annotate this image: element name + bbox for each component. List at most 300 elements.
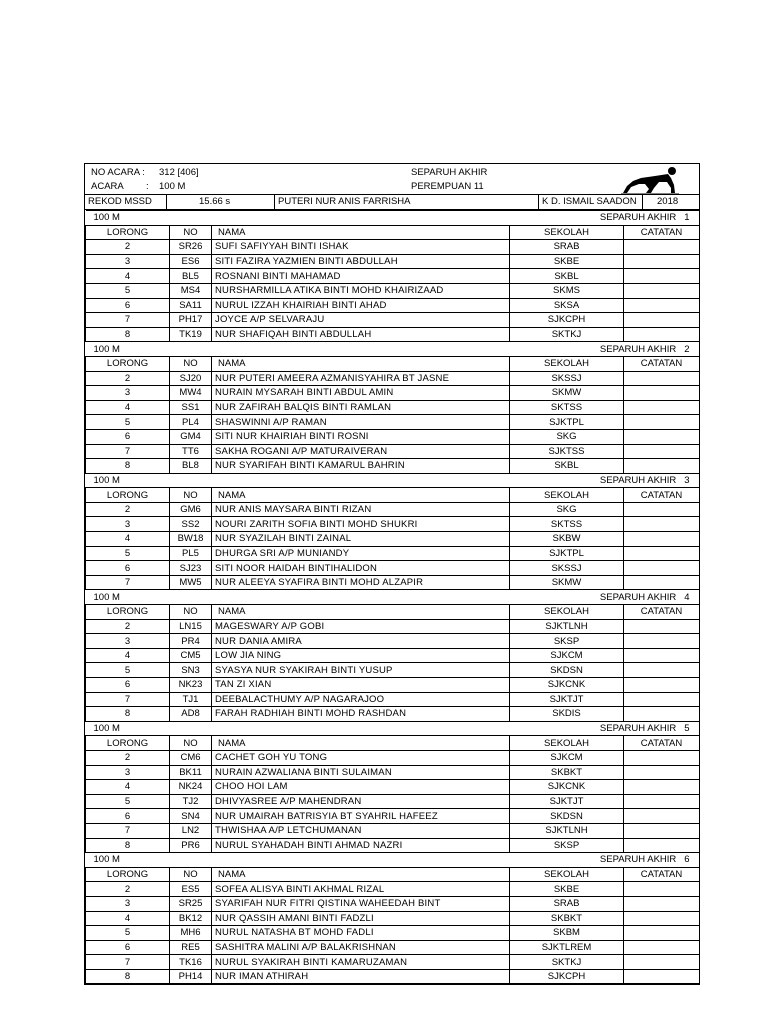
col-notes-header: CATATAN [624,225,700,240]
school-cell: SJKCNK [510,780,624,795]
table-row [86,648,700,663]
school-cell: SKTKJ [510,327,624,342]
school-cell: SKSA [510,298,624,313]
col-school-header: SEKOLAH [510,225,624,240]
heat-event: 100 M [86,342,510,357]
column-header-row [86,605,700,620]
heat-label [510,721,700,736]
notes-cell [624,634,700,649]
bib-number-cell: NK23 [170,678,212,693]
athlete-name-cell: SOFEA ALISYA BINTI AKHMAL RIZAL [212,882,510,897]
col-school-header: SEKOLAH [510,605,624,620]
lane-cell: 7 [86,692,170,707]
bib-number-cell: MW5 [170,575,212,590]
athlete-name-cell: NUR SYAZILAH BINTI ZAINAL [212,532,510,547]
athlete-name-cell: SASHITRA MALINI A/P BALAKRISHNAN [212,940,510,955]
table-row [86,400,700,415]
lane-cell: 3 [86,634,170,649]
lane-cell: 2 [86,882,170,897]
notes-cell [624,429,700,444]
table-row [86,955,700,970]
notes-cell [624,692,700,707]
athlete-name-cell: DHIVYASREE A/P MAHENDRAN [212,794,510,809]
notes-cell [624,955,700,970]
lane-cell: 4 [86,780,170,795]
bib-number-cell: MS4 [170,283,212,298]
athlete-name-cell: SITI NUR KHAIRIAH BINTI ROSNI [212,429,510,444]
bib-number-cell: PR4 [170,634,212,649]
bib-number-cell: PL5 [170,546,212,561]
bib-number-cell: AD8 [170,707,212,722]
lane-cell: 8 [86,838,170,853]
athlete-name-cell: JOYCE A/P SELVARAJU [212,313,510,328]
athlete-name-cell: THWISHAA A/P LETCHUMANAN [212,823,510,838]
school-cell: SJKCM [510,750,624,765]
table-row [86,780,700,795]
school-cell: SJKTPL [510,546,624,561]
heat-title-row [86,853,700,868]
notes-cell [624,517,700,532]
notes-cell [624,298,700,313]
lane-cell: 4 [86,911,170,926]
col-lane-header: LORONG [86,225,170,240]
school-cell: SKSSJ [510,371,624,386]
bib-number-cell: ES6 [170,254,212,269]
notes-cell [624,882,700,897]
table-row [86,575,700,590]
athlete-name-cell: NUR PUTERI AMEERA AZMANISYAHIRA BT JASNE [212,371,510,386]
school-cell: SKDIS [510,707,624,722]
record-label: REKOD MSSD [85,195,167,209]
lane-cell: 5 [86,415,170,430]
lane-cell: 2 [86,750,170,765]
school-cell: SKBW [510,532,624,547]
heat-number: 3 [684,474,690,486]
heat-label [510,473,700,488]
table-row [86,459,700,474]
event-number-value: 312 [406] [159,167,199,178]
school-cell: SKMW [510,575,624,590]
lane-cell: 7 [86,313,170,328]
school-cell: SKDSN [510,663,624,678]
notes-cell [624,532,700,547]
lane-cell: 7 [86,823,170,838]
lane-cell: 6 [86,561,170,576]
table-row [86,911,700,926]
heat-number: 6 [684,854,690,866]
bib-number-cell: CM5 [170,648,212,663]
bib-number-cell: MH6 [170,926,212,941]
lane-cell: 8 [86,327,170,342]
bib-number-cell: BK12 [170,911,212,926]
heat-event: 100 M [86,590,510,605]
heat-label-text: SEPARUH AKHIR [599,474,677,486]
table-row [86,517,700,532]
athlete-name-cell: NUR QASSIH AMANI BINTI FADZLI [212,911,510,926]
heat-title-row [86,342,700,357]
table-row [86,882,700,897]
notes-cell [624,969,700,984]
col-lane-header: LORONG [86,736,170,751]
table-row [86,692,700,707]
lane-cell: 5 [86,794,170,809]
table-row [86,809,700,824]
record-school: K D. ISMAIL SAADON [539,195,643,209]
notes-cell [624,561,700,576]
table-row [86,926,700,941]
col-no-header: NO [170,225,212,240]
notes-cell [624,459,700,474]
heat-label [510,590,700,605]
bib-number-cell: NK24 [170,780,212,795]
notes-cell [624,809,700,824]
athlete-name-cell: CHOO HOI LAM [212,780,510,795]
athlete-name-cell: NUR SYARIFAH BINTI KAMARUL BAHRIN [212,459,510,474]
heat-label-text: SEPARUH AKHIR [599,343,677,355]
record-time: 15.66 s [167,195,275,209]
school-cell: SJKTLNH [510,619,624,634]
event-header [85,164,699,195]
table-row [86,940,700,955]
athlete-name-cell: NURUL IZZAH KHAIRIAH BINTI AHAD [212,298,510,313]
notes-cell [624,780,700,795]
school-cell: SKTKJ [510,955,624,970]
lane-cell: 7 [86,444,170,459]
bib-number-cell: MW4 [170,386,212,401]
heat-event: 100 M [86,721,510,736]
notes-cell [624,575,700,590]
column-header-row [86,225,700,240]
heat-event: 100 M [86,211,510,226]
athlete-name-cell: SUFI SAFIYYAH BINTI ISHAK [212,240,510,255]
athlete-name-cell: SHASWINNI A/P RAMAN [212,415,510,430]
bib-number-cell: BL5 [170,269,212,284]
bib-number-cell: SS2 [170,517,212,532]
table-row [86,386,700,401]
notes-cell [624,269,700,284]
lane-cell: 6 [86,678,170,693]
lane-cell: 2 [86,619,170,634]
table-row [86,327,700,342]
athlete-name-cell: SYARIFAH NUR FITRI QISTINA WAHEEDAH BINT [212,896,510,911]
heat-label-text: SEPARUH AKHIR [599,723,677,735]
athlete-name-cell: CACHET GOH YU TONG [212,750,510,765]
athlete-name-cell: NURUL NATASHA BT MOHD FADLI [212,926,510,941]
school-cell: SKBL [510,269,624,284]
heat-label-text: SEPARUH AKHIR [599,212,677,224]
table-row [86,823,700,838]
table-row [86,254,700,269]
heat-label-text: SEPARUH AKHIR [599,591,677,603]
school-cell: SKBE [510,254,624,269]
bib-number-cell: PH17 [170,313,212,328]
record-year: 2018 [657,196,679,207]
heat-number: 2 [684,343,690,355]
athlete-name-cell: SITI FAZIRA YAZMIEN BINTI ABDULLAH [212,254,510,269]
notes-cell [624,707,700,722]
bib-number-cell: ES5 [170,882,212,897]
bib-number-cell: SJ23 [170,561,212,576]
school-cell: SJKTLREM [510,940,624,955]
heat-event: 100 M [86,473,510,488]
lane-cell: 5 [86,546,170,561]
school-cell: SKSSJ [510,561,624,576]
notes-cell [624,794,700,809]
athlete-name-cell: ROSNANI BINTI MAHAMAD [212,269,510,284]
col-lane-header: LORONG [86,867,170,882]
bib-number-cell: TT6 [170,444,212,459]
notes-cell [624,663,700,678]
notes-cell [624,400,700,415]
table-row [86,415,700,430]
col-name-header: NAMA [212,356,510,371]
athlete-name-cell: NURUL SYAHADAH BINTI AHMAD NAZRI [212,838,510,853]
table-row [86,283,700,298]
school-cell: SKBKT [510,765,624,780]
sprinter-icon [619,166,681,196]
col-school-header: SEKOLAH [510,736,624,751]
bib-number-cell: TJ2 [170,794,212,809]
bib-number-cell: SR25 [170,896,212,911]
school-cell: SJKCPH [510,313,624,328]
lane-cell: 6 [86,429,170,444]
lane-cell: 4 [86,532,170,547]
school-cell: SJKTSS [510,444,624,459]
bib-number-cell: GM6 [170,502,212,517]
col-no-header: NO [170,867,212,882]
athlete-name-cell: DHURGA SRI A/P MUNIANDY [212,546,510,561]
column-header-row [86,736,700,751]
notes-cell [624,546,700,561]
col-name-header: NAMA [212,225,510,240]
lane-cell: 3 [86,765,170,780]
school-cell: SKTSS [510,400,624,415]
notes-cell [624,750,700,765]
lane-cell: 2 [86,502,170,517]
heat-label-text: SEPARUH AKHIR [599,854,677,866]
bib-number-cell: BL8 [170,459,212,474]
athlete-name-cell: LOW JIA NING [212,648,510,663]
school-cell: SRAB [510,896,624,911]
heat-title-row [86,473,700,488]
table-row [86,750,700,765]
notes-cell [624,240,700,255]
notes-cell [624,444,700,459]
athlete-name-cell: SYASYA NUR SYAKIRAH BINTI YUSUP [212,663,510,678]
lane-cell: 5 [86,926,170,941]
lane-cell: 4 [86,648,170,663]
bib-number-cell: TK16 [170,955,212,970]
heat-title-row [86,590,700,605]
table-row [86,838,700,853]
heat-label [510,342,700,357]
school-cell: SKTSS [510,517,624,532]
col-notes-header: CATATAN [624,736,700,751]
table-row [86,678,700,693]
notes-cell [624,911,700,926]
heat-number: 5 [684,723,690,735]
notes-cell [624,823,700,838]
table-row [86,707,700,722]
athlete-name-cell: NUR ALEEYA SYAFIRA BINTI MOHD ALZAPIR [212,575,510,590]
table-row [86,532,700,547]
school-cell: SJKTLNH [510,823,624,838]
notes-cell [624,327,700,342]
athlete-name-cell: NUR UMAIRAH BATRISYIA BT SYAHRIL HAFEEZ [212,809,510,824]
athlete-name-cell: SITI NOOR HAIDAH BINTIHALIDON [212,561,510,576]
athlete-name-cell: TAN ZI XIAN [212,678,510,693]
heat-label [510,211,700,226]
lane-cell: 7 [86,955,170,970]
table-row [86,269,700,284]
school-cell: SKG [510,429,624,444]
lane-cell: 3 [86,254,170,269]
table-row [86,298,700,313]
school-cell: SJKTJT [510,692,624,707]
round-title: SEPARUH AKHIR [411,167,488,178]
column-header-row [86,488,700,503]
table-row [86,371,700,386]
bib-number-cell: LN15 [170,619,212,634]
notes-cell [624,371,700,386]
bib-number-cell: BK11 [170,765,212,780]
lane-cell: 4 [86,400,170,415]
event-value: 100 M [159,181,186,192]
lane-cell: 3 [86,517,170,532]
col-notes-header: CATATAN [624,605,700,620]
heat-number: 1 [684,212,690,224]
lane-cell: 3 [86,896,170,911]
col-school-header: SEKOLAH [510,356,624,371]
lane-cell: 4 [86,269,170,284]
lane-cell: 5 [86,283,170,298]
notes-cell [624,502,700,517]
bib-number-cell: BW18 [170,532,212,547]
lane-cell: 5 [86,663,170,678]
event-number-label: NO ACARA : [91,167,145,178]
col-name-header: NAMA [212,867,510,882]
school-cell: SKBKT [510,911,624,926]
col-lane-header: LORONG [86,488,170,503]
athlete-name-cell: NOURI ZARITH SOFIA BINTI MOHD SHUKRI [212,517,510,532]
bib-number-cell: TJ1 [170,692,212,707]
bib-number-cell: SN4 [170,809,212,824]
athlete-name-cell: FARAH RADHIAH BINTI MOHD RASHDAN [212,707,510,722]
lane-cell: 8 [86,707,170,722]
athlete-name-cell: NUR ANIS MAYSARA BINTI RIZAN [212,502,510,517]
table-row [86,502,700,517]
notes-cell [624,415,700,430]
bib-number-cell: GM4 [170,429,212,444]
school-cell: SJKCNK [510,678,624,693]
bib-number-cell: PR6 [170,838,212,853]
category-title: PEREMPUAN 11 [411,181,484,192]
lane-cell: 2 [86,371,170,386]
col-name-header: NAMA [212,488,510,503]
bib-number-cell: PL4 [170,415,212,430]
table-row [86,765,700,780]
table-row [86,634,700,649]
bib-number-cell: LN2 [170,823,212,838]
athlete-name-cell: NUR ZAFIRAH BALQIS BINTI RAMLAN [212,400,510,415]
notes-cell [624,283,700,298]
lane-cell: 2 [86,240,170,255]
table-row [86,896,700,911]
athlete-name-cell: SAKHA ROGANI A/P MATURAIVERAN [212,444,510,459]
athlete-name-cell: NUR SHAFIQAH BINTI ABDULLAH [212,327,510,342]
table-row [86,663,700,678]
school-cell: SKSP [510,634,624,649]
heat-title-row [86,211,700,226]
notes-cell [624,926,700,941]
table-row [86,429,700,444]
table-row [86,240,700,255]
athlete-name-cell: NURAIN MYSARAH BINTI ABDUL AMIN [212,386,510,401]
lane-cell: 7 [86,575,170,590]
athlete-name-cell: NURSHARMILLA ATIKA BINTI MOHD KHAIRIZAAD [212,283,510,298]
notes-cell [624,765,700,780]
heat-event: 100 M [86,853,510,868]
table-row [86,619,700,634]
col-no-header: NO [170,356,212,371]
school-cell: SKG [510,502,624,517]
athlete-name-cell: NUR DANIA AMIRA [212,634,510,649]
bib-number-cell: CM6 [170,750,212,765]
col-school-header: SEKOLAH [510,867,624,882]
col-notes-header: CATATAN [624,356,700,371]
notes-cell [624,838,700,853]
athlete-name-cell: MAGESWARY A/P GOBI [212,619,510,634]
school-cell: SKMW [510,386,624,401]
school-cell: SKBL [510,459,624,474]
bib-number-cell: SA11 [170,298,212,313]
col-name-header: NAMA [212,605,510,620]
lane-cell: 6 [86,298,170,313]
notes-cell [624,313,700,328]
lane-cell: 6 [86,809,170,824]
col-no-header: NO [170,736,212,751]
col-name-header: NAMA [212,736,510,751]
bib-number-cell: RE5 [170,940,212,955]
bib-number-cell: PH14 [170,969,212,984]
school-cell: SRAB [510,240,624,255]
bib-number-cell: TK19 [170,327,212,342]
athlete-name-cell: DEEBALACTHUMY A/P NAGARAJOO [212,692,510,707]
event-colon: : [146,181,149,192]
athlete-name-cell: NUR IMAN ATHIRAH [212,969,510,984]
school-cell: SJKTJT [510,794,624,809]
bib-number-cell: SR26 [170,240,212,255]
notes-cell [624,619,700,634]
notes-cell [624,678,700,693]
bib-number-cell: SJ20 [170,371,212,386]
col-no-header: NO [170,605,212,620]
col-no-header: NO [170,488,212,503]
notes-cell [624,386,700,401]
school-cell: SKDSN [510,809,624,824]
column-header-row [86,867,700,882]
lane-cell: 8 [86,969,170,984]
heat-title-row [86,721,700,736]
col-notes-header: CATATAN [624,488,700,503]
record-holder: PUTERI NUR ANIS FARRISHA [275,195,539,209]
school-cell: SKBM [510,926,624,941]
table-row [86,444,700,459]
table-row [86,546,700,561]
school-cell: SKBE [510,882,624,897]
table-row [86,561,700,576]
school-cell: SJKCPH [510,969,624,984]
